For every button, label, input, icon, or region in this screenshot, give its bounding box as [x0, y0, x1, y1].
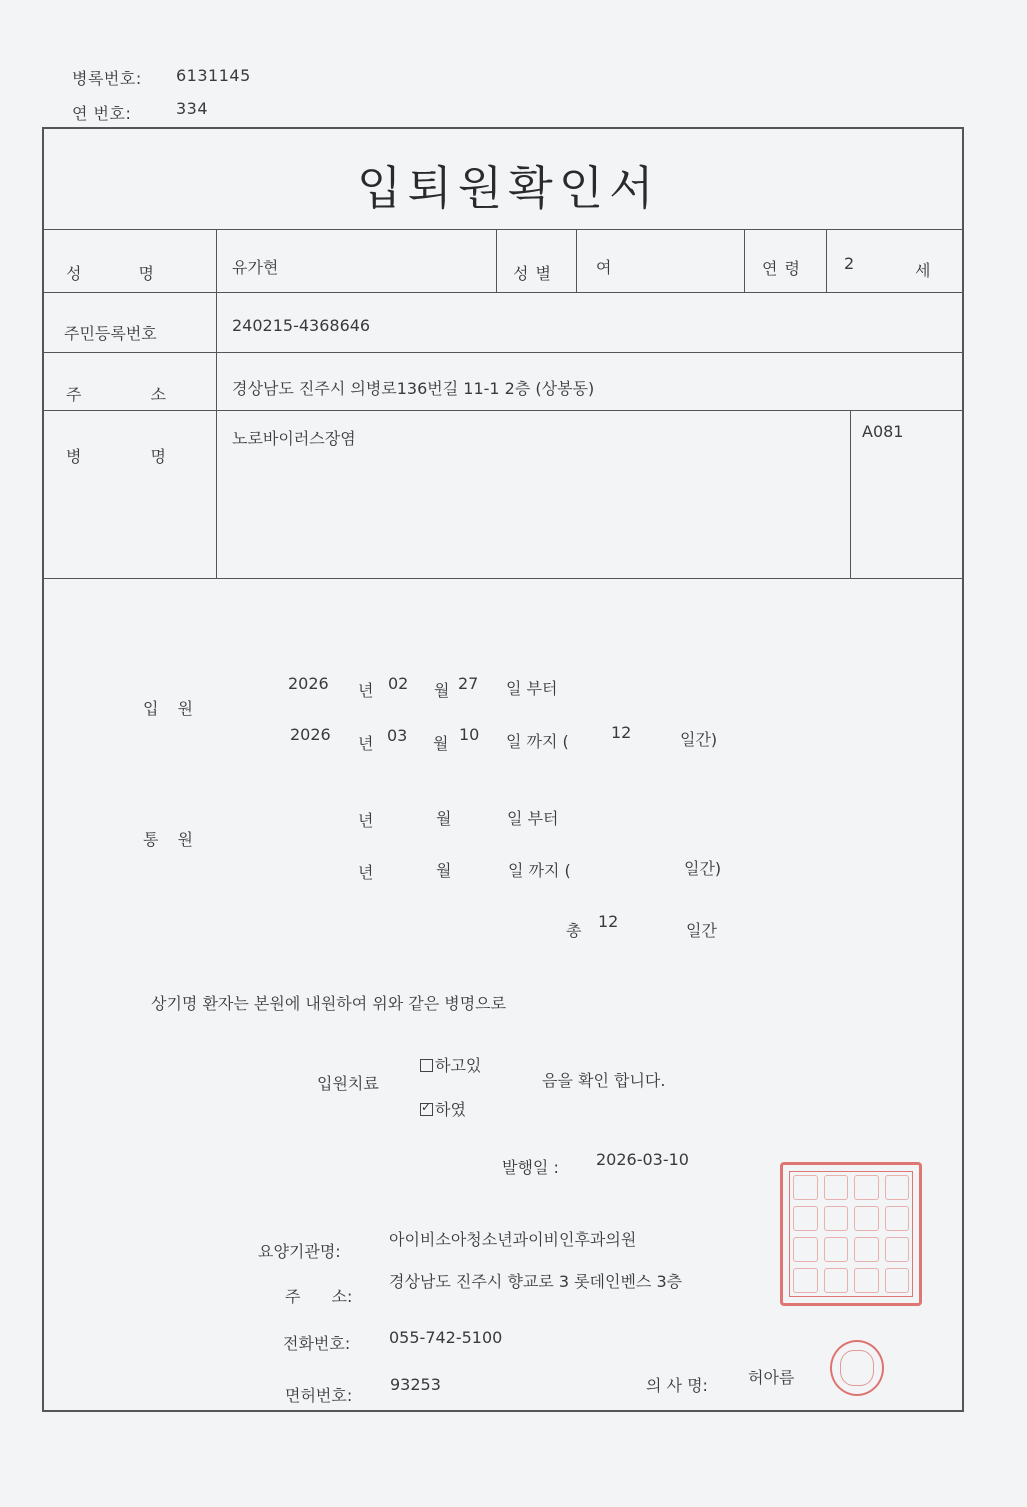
disease-name: 노로바이러스장염	[232, 429, 356, 448]
in-start-year-unit: 년	[358, 681, 374, 700]
divider	[744, 229, 745, 292]
statement-text: 상기명 환자는 본원에 내원하여 위와 같은 병명으로	[151, 994, 507, 1013]
in-end-month-unit: 월	[433, 734, 449, 753]
patient-address: 경상남도 진주시 의병로136번길 11-1 2층 (상봉동)	[232, 379, 595, 398]
divider	[42, 352, 964, 353]
total-label: 총	[566, 921, 582, 940]
license-number: 93253	[390, 1375, 441, 1394]
in-start-year: 2026	[288, 674, 329, 693]
in-days-unit: 일간)	[680, 730, 718, 749]
phone-label: 전화번호:	[283, 1334, 351, 1353]
out-end-day-unit: 일 까지 (	[508, 861, 571, 880]
in-start-month-unit: 월	[434, 681, 450, 700]
out-start-year-unit: 년	[358, 811, 374, 830]
statement-suffix: 음을 확인 합니다.	[542, 1071, 666, 1090]
age-unit: 세	[915, 261, 931, 280]
out-start-month-unit: 월	[436, 809, 452, 828]
in-end-day: 10	[459, 725, 480, 744]
divider	[216, 229, 217, 578]
done-checkbox	[420, 1103, 433, 1116]
record-number: 6131145	[176, 66, 251, 85]
option-done-label: 하였	[435, 1100, 466, 1119]
divider	[496, 229, 497, 292]
record-number-label: 병록번호:	[72, 69, 142, 88]
option-ongoing-label: 하고있	[435, 1056, 482, 1075]
institution-name-label: 요양기관명:	[258, 1242, 341, 1261]
phone-number: 055-742-5100	[389, 1328, 503, 1347]
institution-name: 아이비소아청소년과이비인후과의원	[389, 1230, 637, 1249]
name-label: 성 명	[66, 264, 155, 283]
in-start-day-unit: 일 부터	[506, 679, 558, 698]
outpatient-label: 통 원	[143, 830, 193, 849]
divider	[826, 229, 827, 292]
doctor-label: 의 사 명:	[646, 1376, 708, 1395]
divider	[42, 578, 964, 579]
document-title: 입퇴원확인서	[357, 161, 660, 215]
doctor-seal-icon	[830, 1340, 884, 1396]
institution-address-label: 주 소:	[285, 1287, 353, 1306]
doctor-name: 허아름	[748, 1368, 795, 1387]
license-label: 면허번호:	[285, 1386, 353, 1405]
out-start-day-unit: 일 부터	[507, 809, 559, 828]
treatment-label: 입원치료	[317, 1074, 379, 1093]
inpatient-label: 입 원	[143, 699, 193, 718]
patient-name: 유가현	[232, 258, 279, 277]
divider	[850, 410, 851, 578]
in-end-month: 03	[387, 726, 408, 745]
serial-number-label: 연 번호:	[72, 104, 132, 123]
divider	[42, 410, 964, 411]
in-start-month: 02	[388, 674, 409, 693]
institution-address: 경상남도 진주시 향교로 3 롯데인벤스 3층	[389, 1272, 683, 1291]
patient-age: 2	[844, 254, 855, 273]
in-days: 12	[611, 723, 632, 742]
patient-rrn: 240215-4368646	[232, 316, 371, 335]
rrn-label: 주민등록번호	[64, 324, 157, 343]
patient-sex: 여	[596, 258, 612, 277]
out-end-year-unit: 년	[358, 863, 374, 882]
issue-date-label: 발행일 :	[502, 1158, 559, 1177]
ongoing-checkbox	[420, 1059, 433, 1072]
serial-number: 334	[176, 99, 209, 118]
option-done	[420, 1097, 466, 1120]
out-days-unit: 일간)	[684, 859, 722, 878]
divider	[576, 229, 577, 292]
age-label: 연 령	[762, 259, 801, 278]
disease-code: A081	[862, 422, 904, 441]
total-unit: 일간	[686, 921, 717, 940]
in-end-year-unit: 년	[358, 734, 374, 753]
out-end-month-unit: 월	[436, 861, 452, 880]
institution-seal-icon	[780, 1162, 922, 1306]
in-end-year: 2026	[290, 725, 331, 744]
divider	[42, 292, 964, 293]
total-days: 12	[598, 912, 619, 931]
in-start-day: 27	[458, 674, 479, 693]
option-ongoing	[420, 1053, 481, 1076]
issue-date: 2026-03-10	[596, 1150, 689, 1169]
address-label: 주 소	[66, 385, 167, 404]
in-end-day-unit: 일 까지 (	[506, 732, 569, 751]
disease-label: 병 명	[66, 447, 167, 466]
sex-label: 성 별	[513, 264, 552, 283]
